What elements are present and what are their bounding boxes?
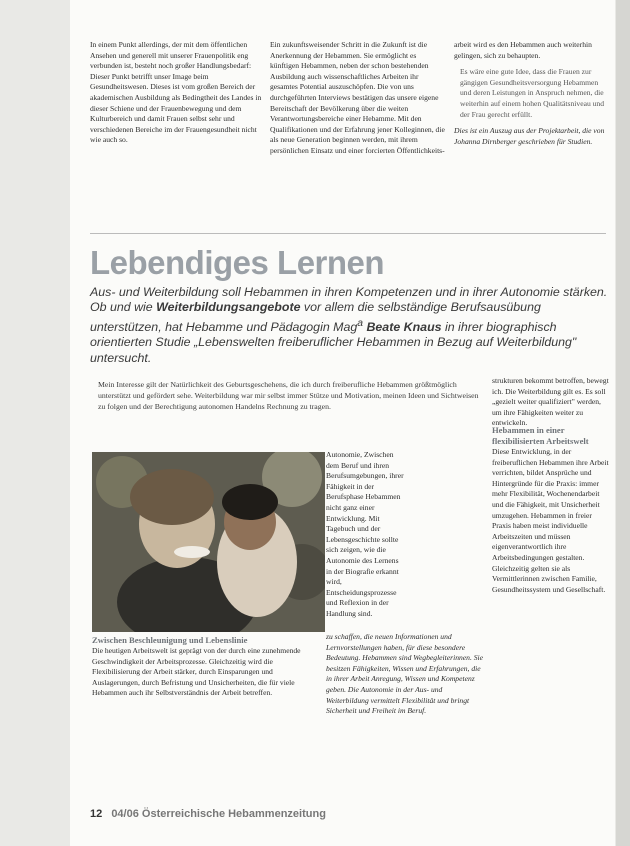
top-column-3 [454, 40, 606, 153]
section-2-text: Diese Entwicklung, in der freiberuflichen Hebammen ihre Arbeit verrichten, bildet Ansprüche und Hintergründe für die Praxis: immer mehr Flexibilität, Wochenendarbeit und die Fähigkeit, mit Unsicherheit umzugehen. Hebammen in freier Praxis haben meist individuelle Arbeitszeiten und müssen eigenverantwortlich ihre Arbeitsbedingungen gestalten. Gleichzeitig gelten sie als Vermittlerinnen zwischen Familie, Gesundheitssystem und Gesellschaft. [492, 447, 609, 594]
lead-superscript: a [357, 317, 364, 329]
photo-side-column: Autonomie, Zwischen dem Beruf und ihren Berufsumgebungen, ihrer Fähigkeit in der Berufsphase Hebammen nicht ganz einer Entwicklung. Mit Tagebuch und der Lebensgeschichte sollte sich zeigen, wie die Autonomie des Lernens in der Biografie erkannt wird, Entscheidungsprozesse und Reflexion in der Handlung sind. [326, 450, 404, 618]
intro-right-column: strukturen bekommt betroffen, bewegt ich. Die Weiterbildung gilt es. Es soll „gezielt weiter qualifiziert" werden, um ihre Fähigkeiten weiter zu entwickeln. [492, 376, 609, 428]
lead-text: vor allem die selbständige Berufsausübung unterstützen, hat Hebamme und Pädagogin Mag [90, 300, 541, 334]
photo-illustration [92, 452, 325, 632]
issue-number: 04/06 [111, 808, 139, 820]
magazine-page [70, 0, 615, 846]
top-column-3-paragraph: arbeit wird es den Hebammen auch weiterhin gelingen, sich zu behaupten. [454, 40, 592, 60]
lead-text: in ihrer biographisch orientierten Studie „Lebenswelten freiberuflicher Hebammen in Bezug auf Weiterbildung" untersucht. [90, 319, 577, 365]
intro-quote: Mein Interesse gilt der Natürlichkeit des Geburtsgeschehens, die ich durch freiberufliche Hebammen größtmöglich unterstützt und gefördert sehe. Weiterbildung war mir selbst immer Stütze und Motivation, meinen Ideen und Sichtweisen zu folgen und der Berechtigung autonomen Handelns Rechnung zu tragen. [98, 380, 479, 411]
section-2-heading: Hebammen in einer flexibilisierten Arbeitswelt [492, 425, 589, 446]
journal-name: Österreichische Hebammenzeitung [141, 808, 326, 820]
mother-child-photo [92, 452, 325, 632]
section-2 [492, 425, 612, 595]
top-column-1: In einem Punkt allerdings, der mit dem öffentlichen Ansehen und generell mit unserer Frauenpolitik eng verbunden ist, besteht noch großer Handlungsbedarf: Dieser Punkt betrifft unser Image beim Gesundheitswesen. Dieses ist vom großen Bereich der akademischen Ausbildung als Bedingtheit des Landes in dieser Schiene und der Frauenbewegung und dem Kulturbereich und damit Frauen selbst sehr und verschiedenen Bereiche im der Frauengesundheit nicht wie auch so. [90, 40, 262, 145]
page-footer [90, 808, 326, 820]
section-divider [90, 233, 606, 234]
lead-author-name: Beate Knaus [366, 319, 442, 334]
section-1 [92, 635, 320, 699]
page-number: 12 [90, 808, 103, 820]
section-1-heading: Zwischen Beschleunigung und Lebenslinie [92, 635, 248, 645]
page-edge [616, 0, 630, 846]
article-lead [90, 285, 610, 366]
lead-highlight-weiterbildung: Weiterbildungsangebote [156, 300, 301, 315]
lead-text: Aus- und Weiterbildung soll Hebammen in ihren Kompetenzen und in ihrer Autonomie stärken. Ob und wie [90, 285, 608, 315]
top-column-2: Ein zukunftsweisender Schritt in die Zukunft ist die Anerkennung der Hebammen. Sie ermöglicht es künftigen Hebammen, neben der schon bestehenden Ausbildung auch wissenschaftliches Arbeiten ihr gesamtes Potential auszuschöpfen. Die von uns durchgeführten Interviews bestätigen das unsere eigene Bereitschaft der Bevölkerung über die weiten Verantwortungsbereiche einer Hebamme. Mit den Qualifikationen und der Erfahrung jener Kolleginnen, die als neue Generation beginnen werden, mit ihrem persönlichen Einsatz und einer forcierten Öffentlichkeits- [270, 40, 445, 155]
top-column-3-note: Dies ist ein Auszug aus der Projektarbeit, die von Johanna Dirnberger geschrieben für Studien. [454, 126, 605, 146]
middle-column: zu schaffen, die neuen Informationen und Lernvorstellungen haben, für diese besondere Bedeutung. Hebammen sind Wegbegleiterinnen. Sie besitzen Fähigkeiten, Wissen und Erfahrungen, die in ihrer Arbeit Anregung, Wissen und Kompetenz geben. Die Autonomie in der Aus- und Weiterbildung vermittelt Flexibilität und bringt Sicherheit und Freiheit im Beruf. [326, 632, 484, 716]
article-title: Lebendiges Lernen [90, 244, 385, 281]
section-1-text: Die heutigen Arbeitswelt ist geprägt von der durch eine zunehmende Geschwindigkeit der Arbeitsprozesse. Gleichzeitig wird die Flexibilisierung der Arbeit stärker, durch Einsparungen und Auslagerungen, durch Befristung und Unsicherheiten, die für viele Hebammen auch ihr Selbstverständnis der Arbeit betreffen. [92, 646, 301, 698]
top-column-3-boxed-paragraph: Es wäre eine gute Idee, dass die Frauen zur gängigen Gesundheitsversorgung Hebammen und deren Leistungen in Anspruch nehmen, die weiterhin auf einem hohen Qualitätsniveau und der Frau gerecht erfüllt. [460, 67, 605, 119]
